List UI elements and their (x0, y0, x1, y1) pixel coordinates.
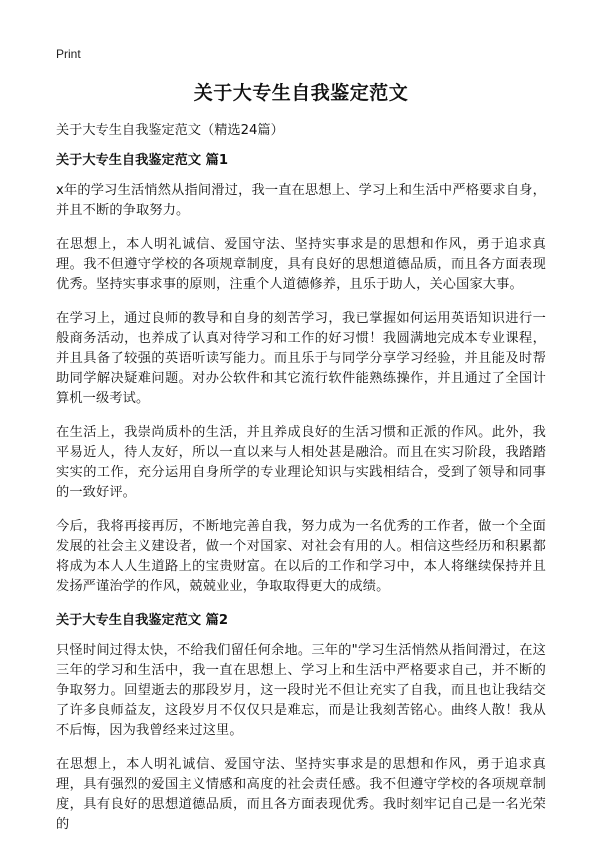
print-label[interactable]: Print (56, 47, 81, 61)
document-subtitle: 关于大专生自我鉴定范文（精选24篇） (56, 123, 284, 138)
paragraph: 在思想上，本人明礼诚信、爱国守法、坚持实事求是的思想和作风，勇于追求真理。我不但遵守学校的各项规章制度，具有良好的思想道德品质，而且各方面表现优秀。坚持实事求事的原则，注重个人道德修养，且乐于助人，关心国家大事。 (56, 237, 546, 292)
section-heading: 关于大专生自我鉴定范文 篇1 (56, 153, 229, 168)
paragraph: 今后，我将再接再厉，不断地完善自我，努力成为一名优秀的工作者，做一个全面发展的社会主义建设者，做一个对国家、对社会有用的人。相信这些经历和积累都将成为本人人生道路上的宝贵财富。在以后的工作和学习中，本人将继续保持并且发扬严谨治学的作风，兢兢业业，争取取得更大的成绩。 (56, 519, 546, 594)
paragraph: x年的学习生活悄然从指间滑过，我一直在思想上、学习上和生活中严格要求自身，并且不断的争取努力。 (56, 183, 546, 218)
paragraph: 在思想上，本人明礼诚信、爱国守法、坚持实事求是的思想和作风，勇于追求真理，具有强烈的爱国主义情感和高度的社会责任感。我不但遵守学校的各项规章制度，具有良好的思想道德品质，而且各方面表现优秀。我时刻牢记自己是一名光荣的 (56, 757, 546, 832)
document-title: 关于大专生自我鉴定范文 (193, 82, 409, 104)
section-heading: 关于大专生自我鉴定范文 篇2 (56, 613, 229, 628)
document-body (56, 121, 546, 849)
section-2 (56, 611, 546, 835)
paragraph: 只怪时间过得太快，不给我们留任何余地。三年的"学习生活悄然从指间滑过，在这三年的学习和生活中，我一直在思想上、学习上和生活中严格要求自己，并不断的争取努力。回望逝去的那段岁月，这一段时光不但让充实了自我，而且也让我结交了许多良师益友，这段岁月不仅仅只是难忘，而是让我刻苦铭心。曲终人散！我从不后悔，因为我曾经来过这里。 (56, 643, 546, 738)
paragraph: 在生活上，我崇尚质朴的生活，并且养成良好的生活习惯和正派的作风。此外，我平易近人，待人友好，所以一直以来与人相处甚是融洽。而且在实习阶段，我踏踏实实的工作，充分运用自身所学的专业理论知识与实践相结合，受到了领导和同事的一致好评。 (56, 425, 546, 500)
paragraph: 在学习上，通过良师的教导和自身的刻苦学习，我已掌握如何运用英语知识进行一般商务活动，也养成了认真对待学习和工作的好习惯！我圆满地完成本专业课程，并且具备了较强的英语听读写能力。而且乐于与同学分享学习经验，并且能及时帮助同学解决疑难问题。对办公软件和其它流行软件能熟练操作，并且通过了全国计算机一级考试。 (56, 311, 546, 406)
section-1 (56, 151, 546, 597)
